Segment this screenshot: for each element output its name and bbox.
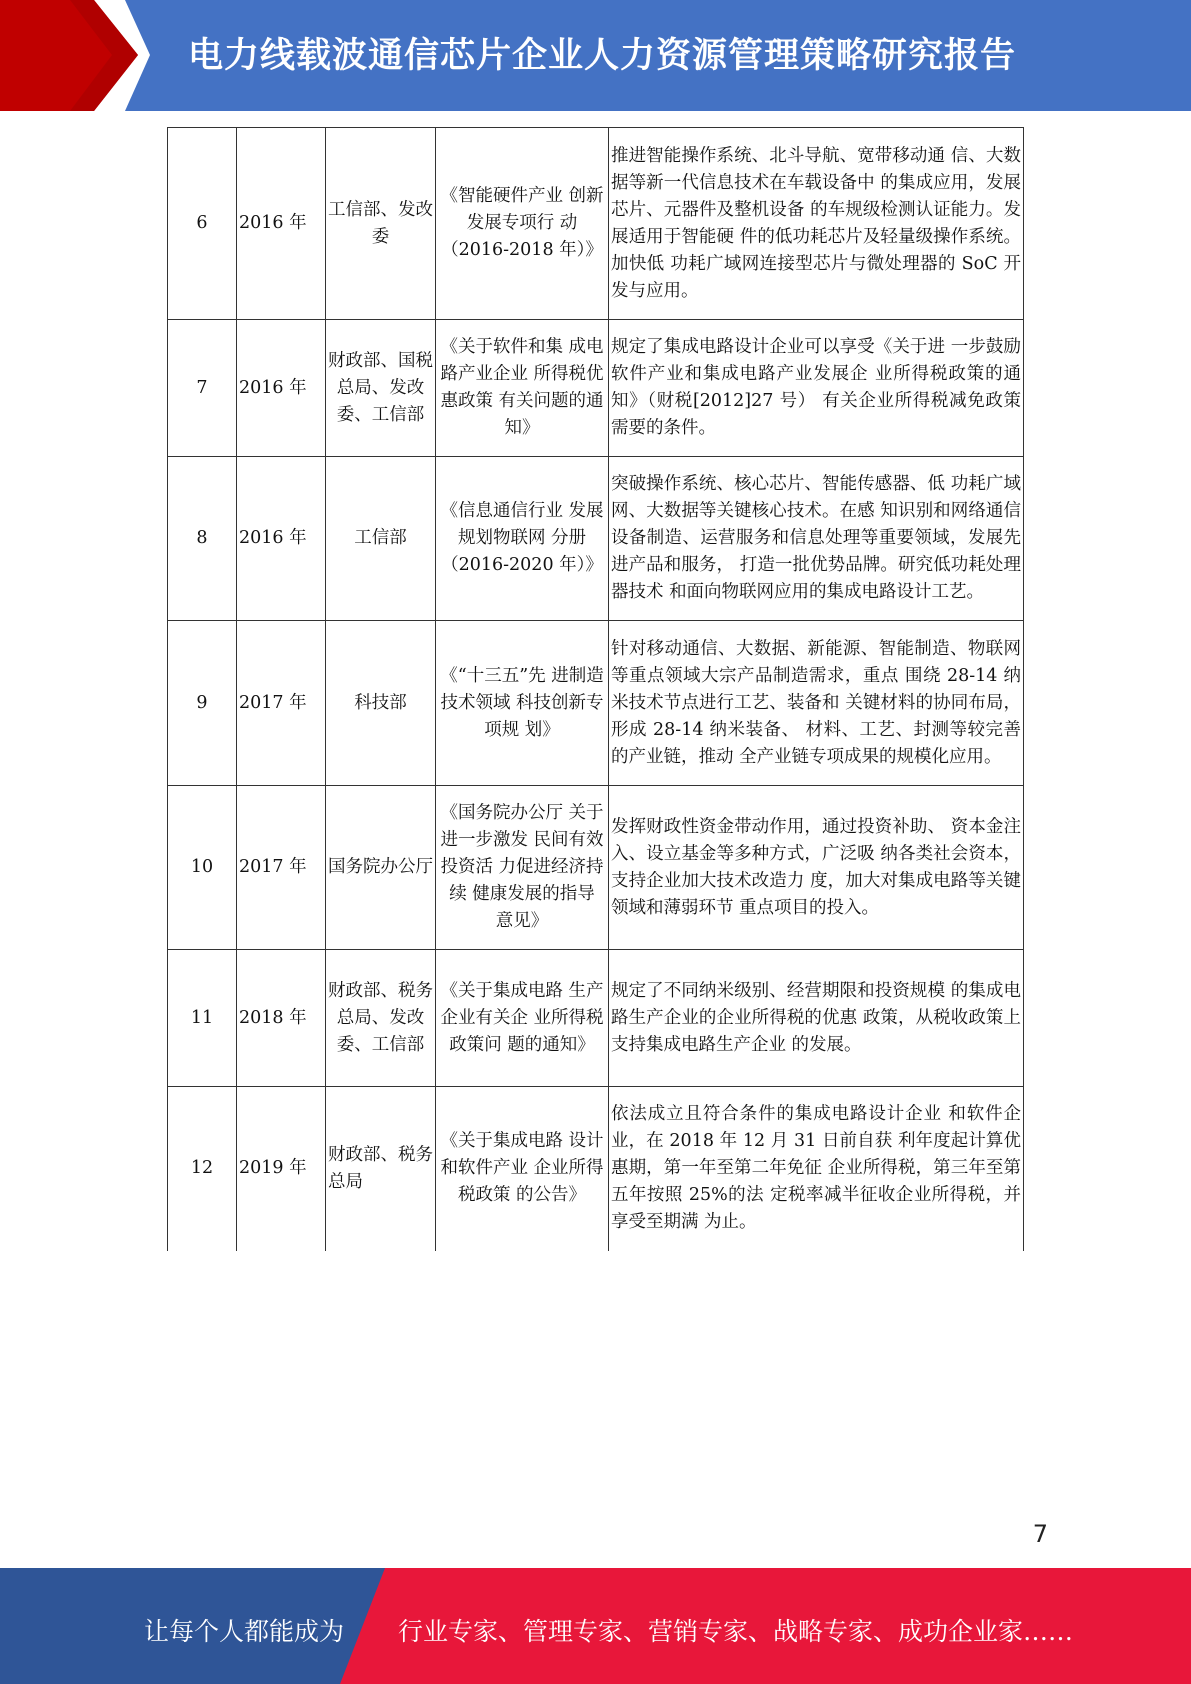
row-department: 财政部、税务总局 — [326, 1087, 436, 1251]
row-department: 工信部 — [326, 457, 436, 621]
table-row — [168, 950, 1024, 1087]
document-title: 电力线载波通信芯片企业人力资源管理策略研究报告 — [188, 36, 1017, 76]
row-department: 财政部、国税总局、发改委、工信部 — [326, 320, 436, 457]
row-number: 8 — [168, 457, 237, 621]
row-document: 《关于集成电路 设计和软件产业 企业所得税政策 的公告》 — [436, 1087, 609, 1251]
row-year: 2019 年 — [237, 1087, 326, 1251]
row-description: 针对移动通信、大数据、新能源、智能制造、物联网等重点领域大宗产品制造需求，重点 围绕 28-14 纳米技术节点进行工艺、装备和 关键材料的协同布局，形成 28-14 纳米装备、 材料、工艺、封测等较完善的产业链，推动 全产业链专项成果的规模化应用。 — [609, 621, 1024, 786]
table-row — [168, 320, 1024, 457]
row-description: 规定了集成电路设计企业可以享受《关于进 一步鼓励软件产业和集成电路产业发展企 业所得税政策的通知》（财税[2012]27 号） 有关企业所得税减免政策需要的条件。 — [609, 320, 1024, 457]
row-department: 国务院办公厅 — [326, 786, 436, 950]
row-number: 7 — [168, 320, 237, 457]
row-description: 规定了不同纳米级别、经营期限和投资规模 的集成电路生产企业的企业所得税的优惠 政策，从税收政策上支持集成电路生产企业 的发展。 — [609, 950, 1024, 1087]
row-document: 《“十三五”先 进制造技术领域 科技创新专项规 划》 — [436, 621, 609, 786]
row-description: 推进智能操作系统、北斗导航、宽带移动通 信、大数据等新一代信息技术在车载设备中 的集成应用，发展芯片、元器件及整机设备 的车规级检测认证能力。发展适用于智能硬 件的低功耗芯片及轻量级操作系统。加快低 功耗广域网连接型芯片与微处理器的 SoC 开发与应用。 — [609, 128, 1024, 320]
page-number: 7 — [1032, 1520, 1048, 1548]
table-row — [168, 786, 1024, 950]
row-department: 工信部、发改委 — [326, 128, 436, 320]
row-number: 12 — [168, 1087, 237, 1251]
row-document: 《关于软件和集 成电路产业企业 所得税优惠政策 有关问题的通 知》 — [436, 320, 609, 457]
row-description: 突破操作系统、核心芯片、智能传感器、低 功耗广域网、大数据等关键核心技术。在感 知识别和网络通信设备制造、运营服务和信息处理等重要领域，发展先进产品和服务， 打造一批优势品牌。研究低功耗处理器技术 和面向物联网应用的集成电路设计工艺。 — [609, 457, 1024, 621]
row-number: 9 — [168, 621, 237, 786]
row-document: 《智能硬件产业 创新发展专项行 动（2016-2018 年）》 — [436, 128, 609, 320]
table-row — [168, 1087, 1024, 1251]
row-document: 《信息通信行业 发展规划物联网 分册（2016-2020 年）》 — [436, 457, 609, 621]
table-row — [168, 128, 1024, 320]
row-number: 6 — [168, 128, 237, 320]
footer-slogan-right: 行业专家、管理专家、营销专家、战略专家、成功企业家…… — [398, 1617, 1074, 1646]
row-year: 2016 年 — [237, 457, 326, 621]
table-row — [168, 621, 1024, 786]
table-row — [168, 457, 1024, 621]
page-header — [0, 0, 1191, 111]
row-year: 2018 年 — [237, 950, 326, 1087]
row-year: 2017 年 — [237, 786, 326, 950]
row-description: 依法成立且符合条件的集成电路设计企业 和软件企业，在 2018 年 12 月 31 日前自获 利年度起计算优惠期，第一年至第二年免征 企业所得税，第三年至第五年按照 25%的法 定税率减半征收企业所得税，并享受至期满 为止。 — [609, 1087, 1024, 1251]
footer-slogan-left: 让每个人都能成为 — [144, 1617, 345, 1646]
row-number: 10 — [168, 786, 237, 950]
row-department: 科技部 — [326, 621, 436, 786]
row-department: 财政部、税务总局、发改委、工信部 — [326, 950, 436, 1087]
row-document: 《关于集成电路 生产企业有关企 业所得税政策问 题的通知》 — [436, 950, 609, 1087]
policy-table — [167, 127, 1024, 1251]
row-year: 2016 年 — [237, 320, 326, 457]
row-document: 《国务院办公厅 关于进一步激发 民间有效投资活 力促进经济持续 健康发展的指导 意见》 — [436, 786, 609, 950]
row-year: 2017 年 — [237, 621, 326, 786]
row-number: 11 — [168, 950, 237, 1087]
row-description: 发挥财政性资金带动作用，通过投资补助、 资本金注入、设立基金等多种方式，广泛吸 纳各类社会资本，支持企业加大技术改造力 度，加大对集成电路等关键领域和薄弱环节 重点项目的投入。 — [609, 786, 1024, 950]
row-year: 2016 年 — [237, 128, 326, 320]
